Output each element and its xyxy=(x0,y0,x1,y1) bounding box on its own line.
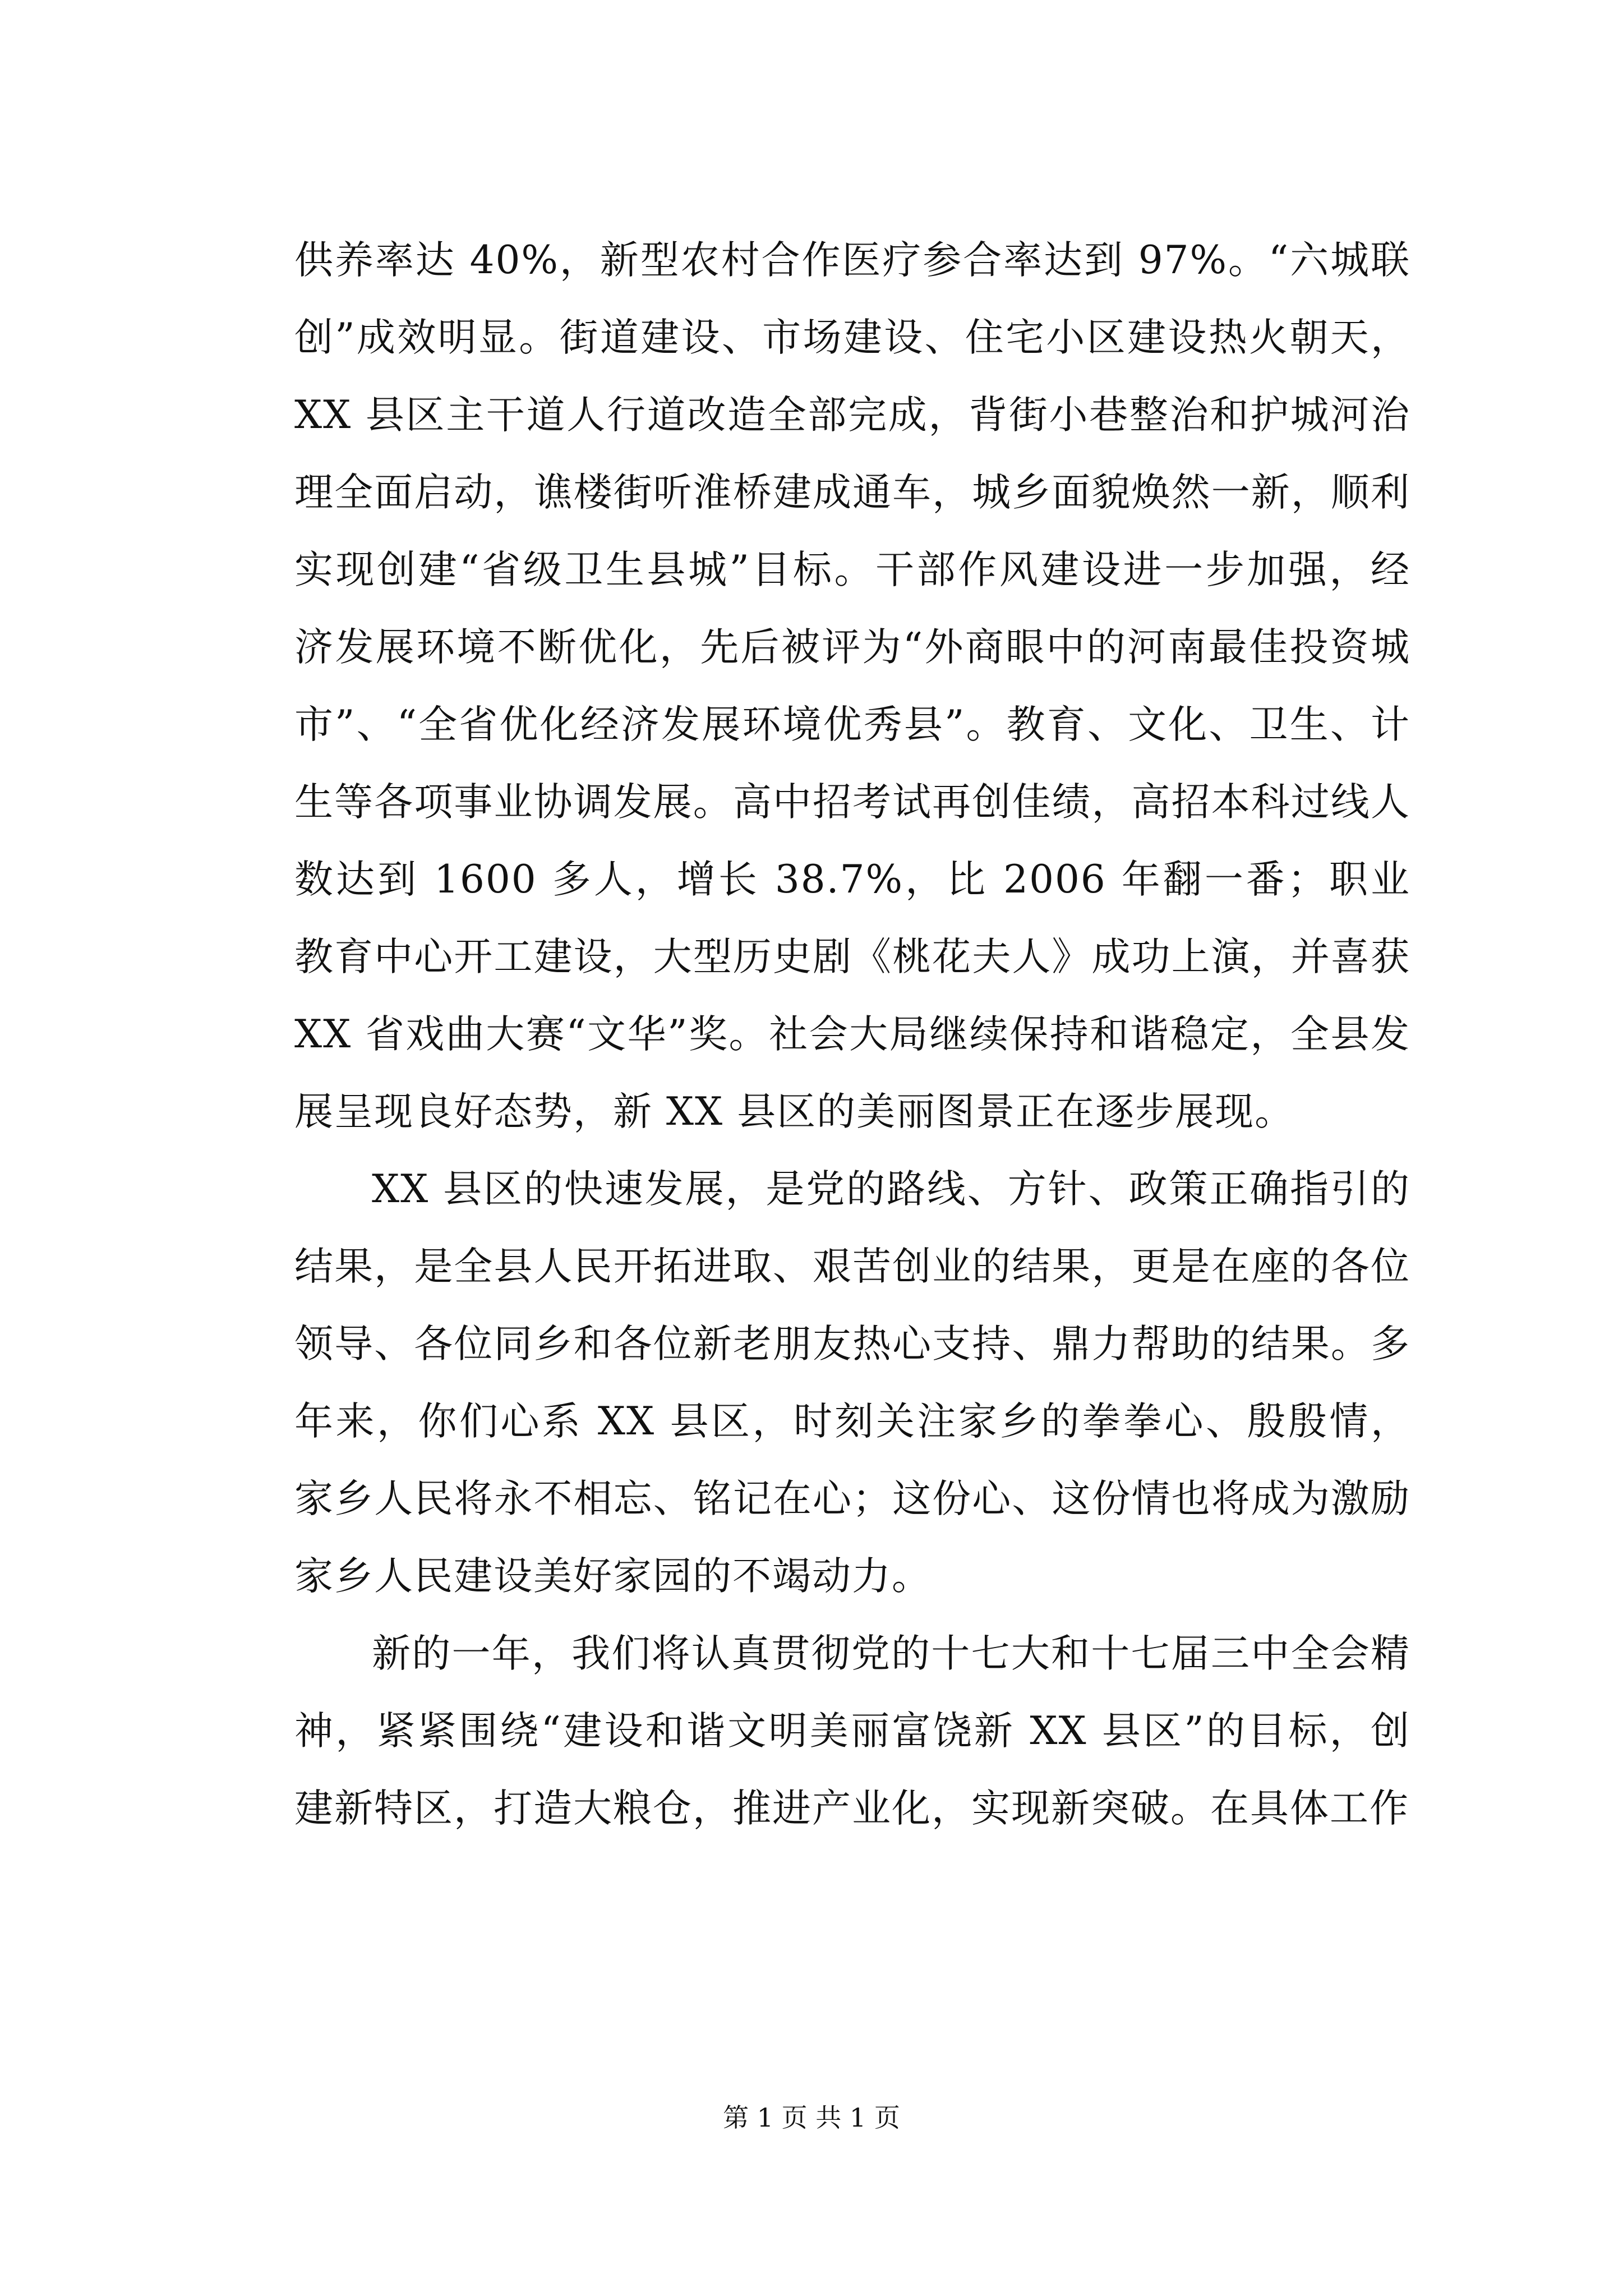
body-text xyxy=(294,222,1410,1847)
page-footer: 第 1 页 共 1 页 xyxy=(723,2102,900,2133)
paragraph-1: 供养率达 40%，新型农村合作医疗参合率达到 97%。“六城联创”成效明显。街道建设、市场建设、住宅小区建设热火朝天，XX 县区主干道人行道改造全部完成，背街小巷整治和护城河治理全面启动，谯楼街听淮桥建成通车，城乡面貌焕然一新，顺利实现创建“省级卫生县城”目标。干部作风建设进一步加强，经济发展环境不断优化，先后被评为“外商眼中的河南最佳投资城市”、“全省优化经济发展环境优秀县”。教育、文化、卫生、计生等各项事业协调发展。高中招考试再创佳绩，高招本科过线人数达到 1600 多人，增长 38.7%，比 2006 年翻一番；职业教育中心开工建设，大型历史剧《桃花夫人》成功上演，并喜获 XX 省戏曲大赛“文华”奖。社会大局继续保持和谐稳定，全县发展呈现良好态势，新 XX 县区的美丽图景正在逐步展现。 xyxy=(294,238,1410,1134)
paragraph-3: 新的一年，我们将认真贯彻党的十七大和十七届三中全会精神，紧紧围绕“建设和谐文明美丽富饶新 XX 县区”的目标，创建新特区，打造大粮仓，推进产业化，实现新突破。在具体工作 xyxy=(294,1631,1410,1831)
paragraph-2: XX 县区的快速发展，是党的路线、方针、政策正确指引的结果，是全县人民开拓进取、艰苦创业的结果，更是在座的各位领导、各位同乡和各位新老朋友热心支持、鼎力帮助的结果。多年来，你们心系 XX 县区，时刻关注家乡的拳拳心、殷殷情，家乡人民将永不相忘、铭记在心；这份心、这份情也将成为激励家乡人民建设美好家园的不竭动力。 xyxy=(294,1167,1410,1599)
